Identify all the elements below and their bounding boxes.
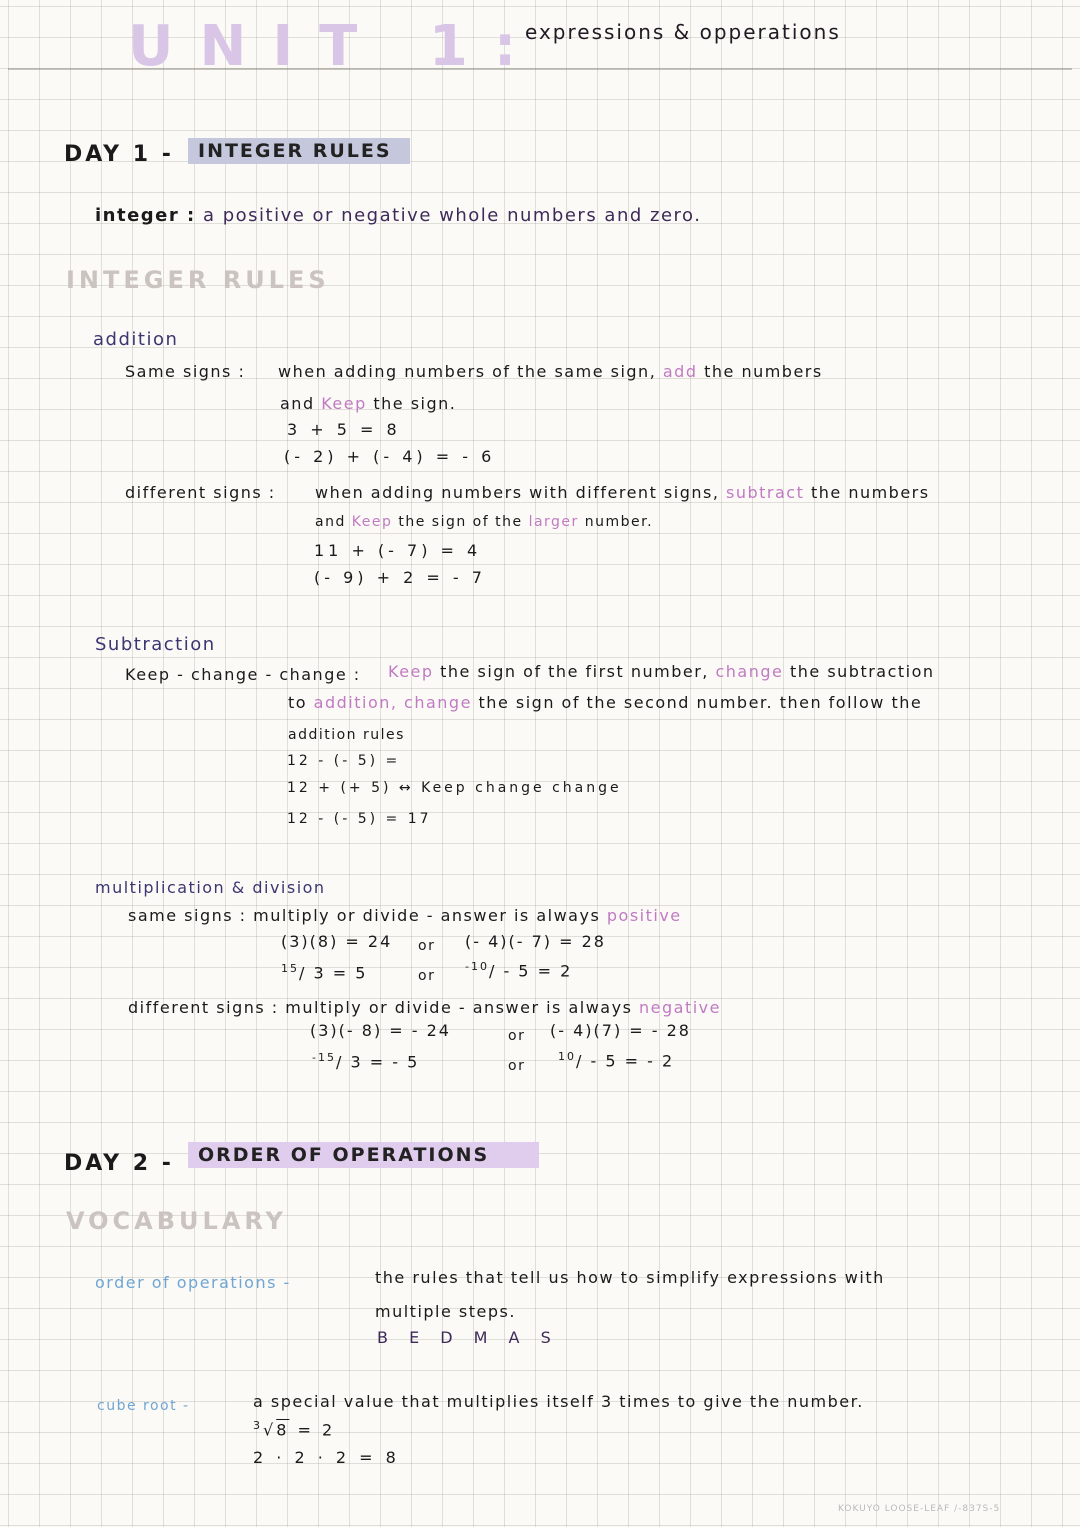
vocabulary-heading: VOCABULARY: [66, 1207, 287, 1235]
radicand: 8: [276, 1420, 290, 1440]
rest: / 3 = 5: [299, 963, 368, 983]
label: different signs :: [128, 998, 279, 1017]
example: 12 - (- 5) = 17: [287, 811, 432, 827]
text: when adding numbers with different signs,: [315, 483, 720, 502]
md-different-signs: [128, 998, 721, 1017]
different-signs-line1: [315, 483, 930, 502]
rest: / 3 = - 5: [335, 1052, 420, 1072]
fraction-example: [281, 962, 367, 982]
highlight-add: add: [662, 362, 698, 381]
numerator: 10: [558, 1050, 576, 1063]
day2-label: DAY 2 -: [64, 1151, 174, 1176]
radical-icon: √: [263, 1420, 277, 1440]
example: (- 4)(7) = - 28: [550, 1021, 691, 1040]
text: the subtraction: [789, 662, 935, 681]
cube-root-example: [253, 1419, 335, 1439]
integer-rules-heading: INTEGER RULES: [66, 266, 330, 294]
different-signs-label: different signs :: [125, 483, 276, 502]
cube-root-definition: a special value that multiplies itself 3 times to give the number.: [253, 1392, 864, 1411]
day1-topic: INTEGER RULES: [188, 138, 410, 164]
rest: / - 5 = - 2: [576, 1051, 675, 1071]
numerator: -15: [312, 1051, 336, 1064]
or-text: or: [418, 968, 436, 984]
bedmas-acronym: B E D M A S: [377, 1328, 559, 1347]
definition-term: integer :: [95, 205, 196, 226]
text: the numbers: [704, 362, 823, 381]
day1-label: DAY 1 -: [64, 142, 174, 167]
text: to: [288, 693, 308, 712]
day2-topic: ORDER OF OPERATIONS: [188, 1142, 539, 1168]
or-text: or: [508, 1028, 526, 1044]
rest: / - 5 = 2: [488, 961, 573, 981]
same-signs-line2: [280, 394, 456, 413]
fraction-example: [312, 1051, 419, 1071]
text: and: [280, 394, 315, 413]
example: (- 2) + (- 4) = - 6: [284, 447, 496, 466]
addition-heading: addition: [93, 329, 179, 350]
unit-title: UNIT 1:: [128, 14, 543, 79]
kcc-line3: addition rules: [288, 727, 405, 743]
header-divider: [8, 68, 1072, 70]
fraction-example: [465, 960, 572, 980]
ooo-line1: the rules that tell us how to simplify expressions with: [375, 1268, 885, 1287]
integer-definition: [95, 205, 701, 226]
highlight-keep: Keep: [388, 662, 434, 681]
text: the numbers: [810, 483, 930, 502]
example: (- 4)(- 7) = 28: [465, 932, 606, 951]
label: same signs :: [128, 906, 247, 925]
text: multiply or divide - answer is always: [285, 998, 633, 1017]
result: = 2: [297, 1420, 336, 1440]
same-signs-line1: [278, 362, 823, 381]
or-text: or: [418, 938, 436, 954]
text: when adding numbers of the same sign,: [278, 362, 657, 381]
highlight-positive: positive: [606, 906, 682, 925]
example: 11 + (- 7) = 4: [314, 541, 482, 560]
highlight-keep: Keep: [321, 394, 367, 413]
different-signs-line2: [315, 514, 653, 530]
md-same-signs: [128, 906, 682, 925]
example: 12 - (- 5) =: [287, 753, 401, 769]
root-index: 3: [253, 1419, 263, 1432]
example: 3 + 5 = 8: [287, 420, 401, 439]
multdiv-heading: multiplication & division: [95, 878, 326, 897]
or-text: or: [508, 1058, 526, 1074]
highlight-negative: negative: [639, 998, 721, 1017]
kcc-label: Keep - change - change :: [125, 665, 361, 684]
paper-brand: KOKUYO LOOSE-LEAF /-837S-5: [838, 1504, 1001, 1514]
example: (3)(- 8) = - 24: [310, 1021, 451, 1040]
highlight-change: change: [404, 693, 472, 712]
cube-root-check: 2 · 2 · 2 = 8: [253, 1448, 400, 1467]
unit-subtitle: expressions & opperations: [525, 20, 841, 44]
text: number.: [584, 514, 654, 530]
text: and: [315, 514, 346, 530]
highlight-keep: Keep: [351, 514, 393, 530]
definition-text: a positive or negative whole numbers and zero.: [202, 205, 702, 226]
example: (- 9) + 2 = - 7: [314, 568, 486, 587]
numerator: 15: [281, 962, 299, 975]
same-signs-label: Same signs :: [125, 362, 246, 381]
highlight-larger: larger: [528, 514, 579, 530]
ooo-line2: multiple steps.: [375, 1302, 516, 1321]
fraction-example: [558, 1050, 674, 1070]
example: 12 + (+ 5) ↔ Keep change change: [287, 780, 622, 796]
text: the sign of the second number. then follow the: [478, 693, 923, 712]
kcc-line1: [388, 662, 935, 681]
text: the sign.: [373, 394, 457, 413]
highlight-addition: addition,: [313, 693, 398, 712]
example: (3)(8) = 24: [281, 932, 393, 951]
highlight-subtract: subtract: [726, 483, 805, 502]
term-cube-root: cube root -: [97, 1398, 190, 1414]
text: multiply or divide - answer is always: [253, 906, 601, 925]
highlight-change: change: [715, 662, 784, 681]
term-order-of-operations: order of operations -: [95, 1273, 291, 1292]
text: the sign of the: [398, 514, 523, 530]
subtraction-heading: Subtraction: [95, 634, 216, 655]
kcc-line2: [288, 693, 922, 712]
numerator: -10: [465, 960, 489, 973]
text: the sign of the first number,: [440, 662, 709, 681]
